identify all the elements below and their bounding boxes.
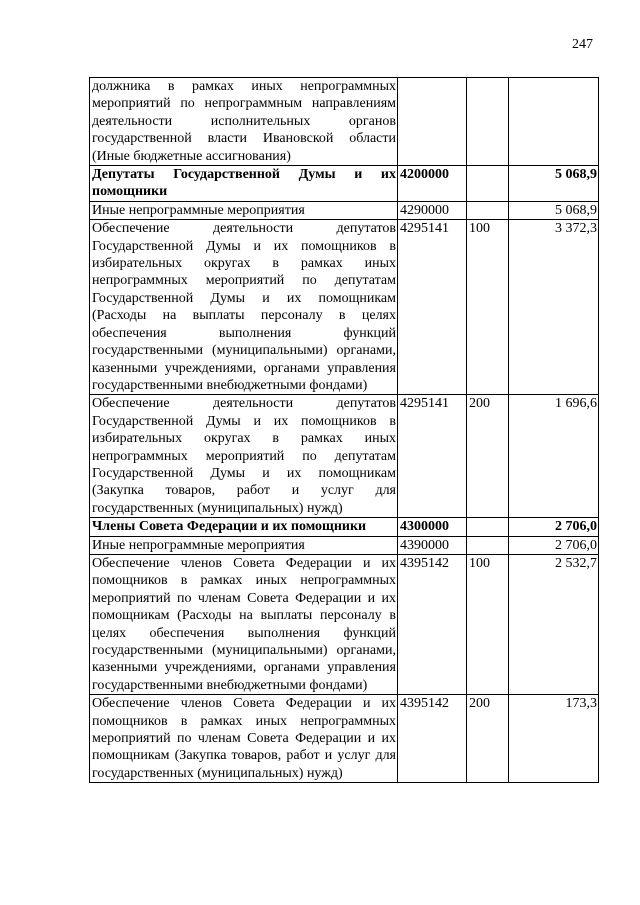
row-code-cell: 4390000 bbox=[398, 536, 467, 554]
row-type-cell: 200 bbox=[467, 395, 509, 518]
row-name-cell: Члены Совета Федерации и их помощники bbox=[90, 518, 398, 536]
table-row-section-header bbox=[90, 166, 599, 202]
row-name-cell: Обеспечение деятельности депутатов Государственной Думы и их помощников в избирательных округах в рамках иных непрограммных мероприятий по депутатам Государственной Думы и их помощникам (Расходы на выплаты персоналу в целях обеспечения выполнения функций государственными (муниципальными) органами, казенными учреждениями, органами управления государственными внебюджетными фондами) bbox=[90, 220, 398, 395]
row-name-cell: Обеспечение членов Совета Федерации и их помощников в рамках иных непрограммных мероприятий по членам Совета Федерации и их помощникам (Расходы на выплаты персоналу в целях обеспечения выполнения функций государственными (муниципальными) органами, казенными учреждениями, органами управления государственными внебюджетными фондами) bbox=[90, 554, 398, 694]
table-row-section-header bbox=[90, 518, 599, 536]
row-sum-cell: 2 532,7 bbox=[509, 554, 599, 694]
row-name-cell: должника в рамках иных непрограммных мероприятий по непрограммным направлениям деятельности исполнительных органов государственной власти Ивановской области (Иные бюджетные ассигнования) bbox=[90, 78, 398, 166]
row-type-cell: 100 bbox=[467, 554, 509, 694]
row-type-cell bbox=[467, 166, 509, 202]
table-row bbox=[90, 554, 599, 694]
table-row bbox=[90, 395, 599, 518]
row-sum-cell: 3 372,3 bbox=[509, 220, 599, 395]
row-code-cell: 4395142 bbox=[398, 695, 467, 783]
row-sum-cell: 2 706,0 bbox=[509, 518, 599, 536]
budget-table bbox=[89, 77, 599, 783]
row-type-cell bbox=[467, 78, 509, 166]
row-sum-cell bbox=[509, 78, 599, 166]
row-name-cell: Иные непрограммные мероприятия bbox=[90, 536, 398, 554]
table-row bbox=[90, 78, 599, 166]
row-type-cell: 100 bbox=[467, 220, 509, 395]
row-code-cell: 4295141 bbox=[398, 395, 467, 518]
table-row bbox=[90, 201, 599, 219]
row-name-cell: Депутаты Государственной Думы и их помощники bbox=[90, 166, 398, 202]
row-code-cell: 4295141 bbox=[398, 220, 467, 395]
row-name-cell: Обеспечение деятельности депутатов Государственной Думы и их помощников в избирательных округах в рамках иных непрограммных мероприятий по депутатам Государственной Думы и их помощникам (Закупка товаров, работ и услуг для государственных (муниципальных) нужд) bbox=[90, 395, 398, 518]
row-code-cell: 4200000 bbox=[398, 166, 467, 202]
row-type-cell: 200 bbox=[467, 695, 509, 783]
row-type-cell bbox=[467, 201, 509, 219]
row-sum-cell: 5 068,9 bbox=[509, 201, 599, 219]
row-code-cell: 4300000 bbox=[398, 518, 467, 536]
budget-table-body bbox=[90, 78, 599, 783]
table-row bbox=[90, 220, 599, 395]
row-name-cell: Обеспечение членов Совета Федерации и их помощников в рамках иных непрограммных мероприятий по членам Совета Федерации и их помощникам (Закупка товаров, работ и услуг для государственных (муниципальных) нужд) bbox=[90, 695, 398, 783]
row-code-cell: 4395142 bbox=[398, 554, 467, 694]
row-sum-cell: 1 696,6 bbox=[509, 395, 599, 518]
table-row bbox=[90, 695, 599, 783]
page-number: 247 bbox=[572, 37, 593, 52]
table-row bbox=[90, 536, 599, 554]
row-sum-cell: 5 068,9 bbox=[509, 166, 599, 202]
row-type-cell bbox=[467, 536, 509, 554]
row-name-cell: Иные непрограммные мероприятия bbox=[90, 201, 398, 219]
row-code-cell: 4290000 bbox=[398, 201, 467, 219]
row-sum-cell: 2 706,0 bbox=[509, 536, 599, 554]
row-type-cell bbox=[467, 518, 509, 536]
row-code-cell bbox=[398, 78, 467, 166]
row-sum-cell: 173,3 bbox=[509, 695, 599, 783]
